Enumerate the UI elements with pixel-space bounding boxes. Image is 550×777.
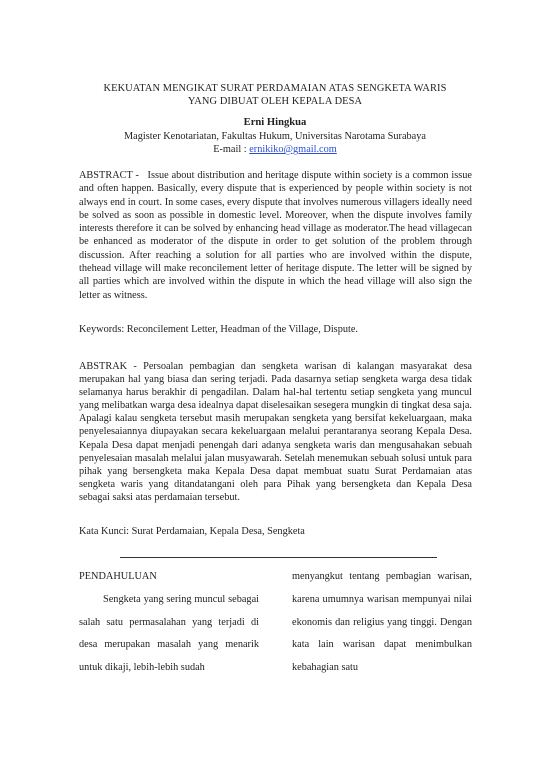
abstract-english [79, 169, 472, 302]
keywords-english: Keywords: Reconcilement Letter, Headman of the Village, Dispute. [79, 324, 358, 335]
email-link[interactable]: ernikiko@gmail.com [249, 144, 337, 155]
abstrak-label: ABSTRAK - [79, 361, 137, 372]
abstract-label: ABSTRACT - [79, 170, 139, 181]
author-affiliation: Magister Kenotariatan, Fakultas Hukum, Universitas Narotama Surabaya [124, 131, 426, 142]
body-column-left [79, 566, 259, 680]
section-heading: PENDAHULUAN [79, 571, 157, 582]
abstract-text: Issue about distribution and heritage dispute within society is a common issue and often happen. Basically, every dispute that is experienced by people within society is not always end in court. In some cases, every dispute that involves numerous villagers ideally need be solved as soon as possible in domestic level. Moreover, when the dispute involves family interests therefore it can be solved by enhancing head village as moderator.The head villagecan be enhanced as moderator of the dispute in order to get solution of the problem through discussion. After reaching a solution for all parties who are involved within the dispute, thehead village will make reconcilement letter of heritage dispute. The letter will be signed by all parties which are involved within the dispute in which the head village will also sign the letter as witness. [79, 170, 472, 301]
abstract-indonesian [79, 360, 472, 504]
body-column-right [292, 566, 472, 680]
email-label: E-mail : [213, 144, 247, 155]
paper-title [60, 82, 490, 108]
section-divider [120, 557, 437, 558]
author-email-line [60, 143, 490, 156]
author-name: Erni Hingkua [243, 117, 307, 128]
body-paragraph-left: Sengketa yang sering muncul sebagai salah satu permasalahan yang terjadi di desa merupakan masalah yang menarik untuk dikaji, lebih-lebih sudah [79, 593, 259, 674]
paper-title-line-2: YANG DIBUAT OLEH KEPALA DESA [187, 96, 363, 107]
body-paragraph-right: menyangkut tentang pembagian warisan, karena umumnya warisan mempunyai nilai ekonomis dan religius yang tinggi. Dengan kata lain warisan dapat menimbulkan kebahagian satu [292, 571, 472, 674]
keywords-indonesian: Kata Kunci: Surat Perdamaian, Kepala Desa, Sengketa [79, 526, 305, 537]
abstrak-text: Persoalan pembagian dan sengketa warisan di kalangan masyarakat desa merupakan hal yang biasa dan sering terjadi. Pada dasarnya setiap sengketa warga desa tidak selamanya harus berakhir di pengadilan. Dalam hal-hal tertentu setiap sengketa yang muncul yang melibatkan warga desa idealnya dapat diselesaikan sesegera mungkin di tingkat desa saja. Apalagi kalau sengketa tersebut masih merupakan sengketa yang bersifat kekeluargaan, maka penyelesaiannya diupayakan secara kekeluargaan melalui perantaranya seorang Kepala Desa. Kepala Desa dapat menjadi penengah dari adanya sengketa waris dan mengusahakan sebuah penyelesaian masalah melalui jalan musyawarah. Setelah menemukan sebuah solusi untuk para pihak yang bersengketa maka Kepala Desa dapat membuat suatu Surat Perdamaian atas sengketa waris yang ditandatangani oleh para Pihak yang bersengketa dan Kepala Desa sebagai saksi atas perdamaian tersebut. [79, 361, 472, 503]
paper-title-line-1: KEKUATAN MENGIKAT SURAT PERDAMAIAN ATAS SENGKETA WARIS [103, 83, 447, 94]
